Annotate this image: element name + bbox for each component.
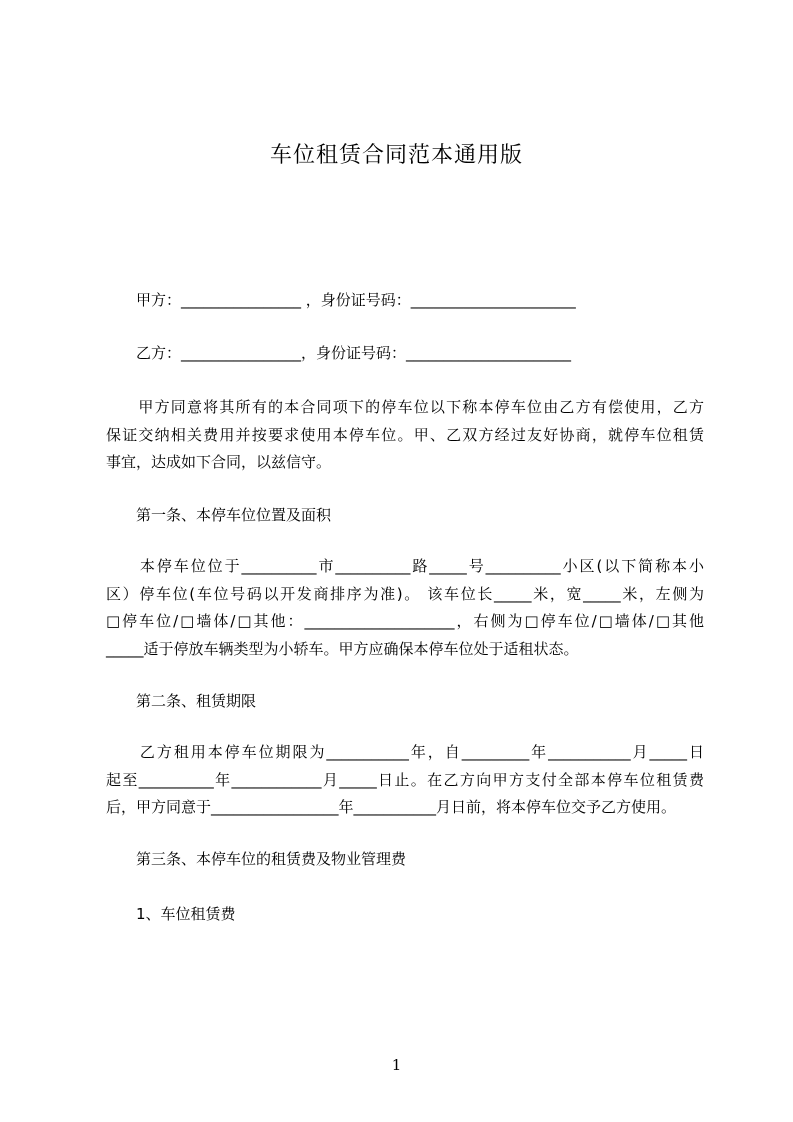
article1-paragraph bbox=[106, 553, 704, 663]
article2-paragraph bbox=[106, 739, 704, 822]
intro-line: 甲方同意将其所有的本合同项下的停车位以下称本停车位由乙方有偿使用，乙方 bbox=[106, 398, 704, 416]
party-b-line: 乙方：________________，身份证号码：______________________ bbox=[106, 344, 572, 362]
article2-line: 后，甲方同意于_________________年___________月日前，将本停车位交予乙方使用。 bbox=[106, 798, 677, 816]
article1-line: 区）停车位(车位号码以开发商排序为准)。 该车位长_____米，宽_____米，左侧为 bbox=[106, 584, 704, 603]
article1-line: □停车位/□墙体/□其他：____________________，右侧为□停车位/□墙体/□其他 bbox=[106, 612, 704, 630]
item1-heading: 1、车位租赁费 bbox=[106, 905, 236, 923]
page-number: 1 bbox=[391, 1056, 402, 1074]
article2-line: 起至__________年____________月_____日止。在乙方向甲方支付全部本停车位租赁费 bbox=[106, 770, 704, 789]
article3-heading: 第三条、本停车位的租赁费及物业管理费 bbox=[106, 850, 407, 868]
intro-line: 保证交纳相关费用并按要求使用本停车位。甲、乙双方经过友好协商，就停车位租赁 bbox=[106, 425, 704, 444]
document-title: 车位租赁合同范本通用版 bbox=[269, 143, 523, 168]
article1-line: 本停车位位于__________市__________路_____号__________小区(以下简称本小 bbox=[106, 557, 704, 575]
intro-paragraph bbox=[106, 394, 704, 477]
article2-line: 乙方租用本停车位期限为___________年，自_________年___________月_____日 bbox=[106, 743, 704, 761]
article1-line: _____适于停放车辆类型为小轿车。甲方应确保本停车位处于适租状态。 bbox=[106, 639, 579, 658]
intro-line: 事宜，达成如下合同，以兹信守。 bbox=[106, 453, 332, 471]
party-a-line: 甲方：________________ ，身份证号码：______________________ bbox=[106, 291, 576, 309]
article2-heading: 第二条、租赁期限 bbox=[106, 692, 257, 710]
article1-heading: 第一条、本停车位位置及面积 bbox=[106, 506, 332, 524]
